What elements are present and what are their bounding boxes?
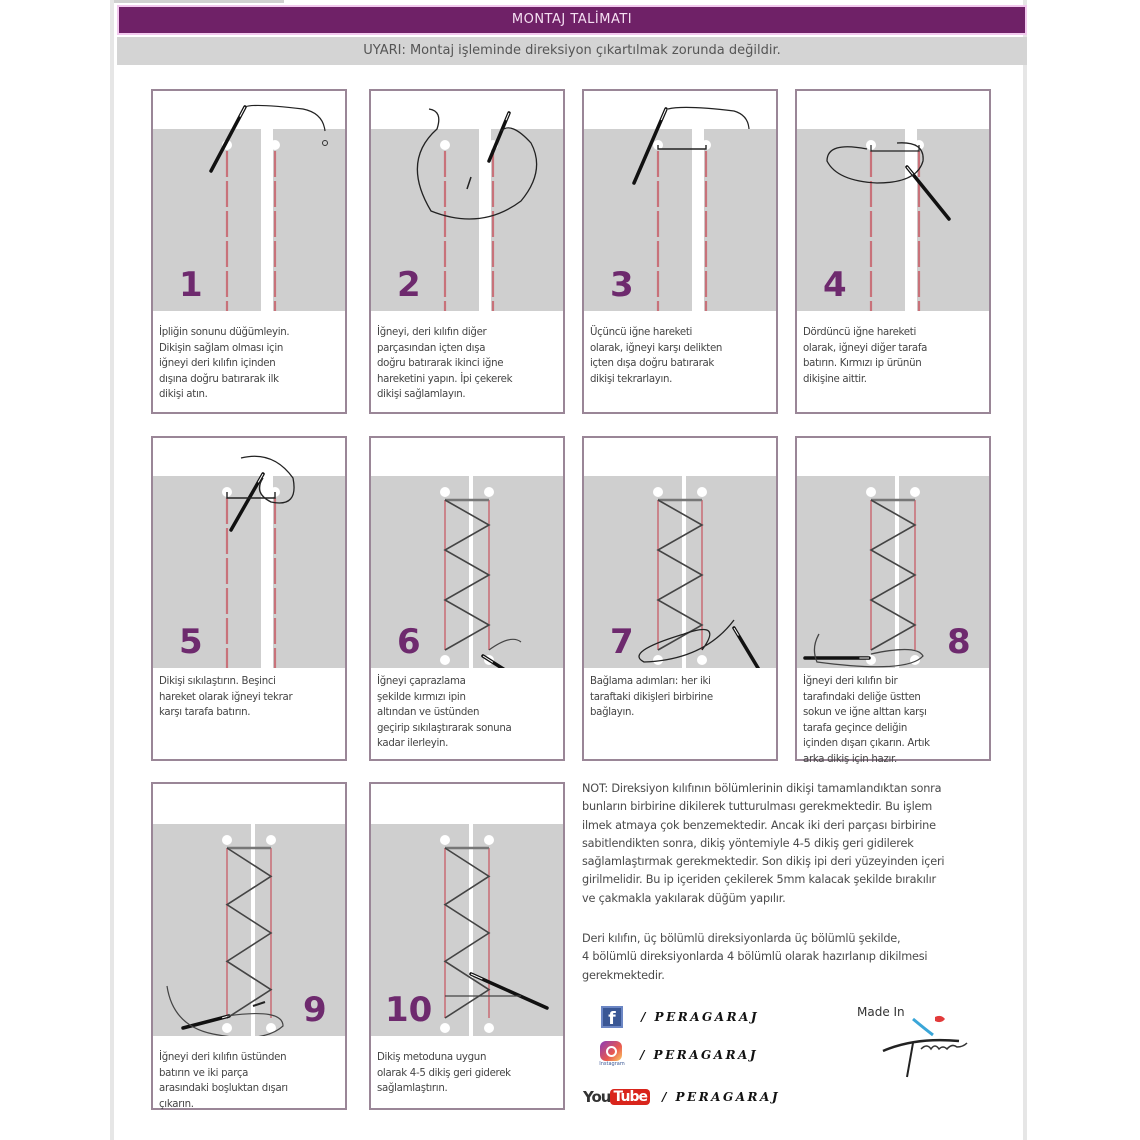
caption-line: Dördüncü iğne hareketi xyxy=(803,327,916,338)
caption-line: taraftaki dikişleri birbirine xyxy=(590,691,713,703)
stitch-hole xyxy=(266,835,276,845)
step-card-8 xyxy=(795,436,991,765)
caption-line: içinden dışarı çıkarın. Artık xyxy=(803,738,930,749)
caption-line: arasındaki boşluktan dışarı xyxy=(159,1083,288,1094)
caption-line: doğru batırarak ikinci iğne xyxy=(377,358,504,369)
stitch-hole xyxy=(440,140,450,150)
note-line: bunların birbirine dikilerek tutturulması gerekmektedir. Bu işlem xyxy=(582,800,933,814)
step-number: 4 xyxy=(823,265,847,305)
caption-line: altından ve üstünden xyxy=(377,707,480,718)
caption-line: hareketini yapın. İpi çekerek xyxy=(377,373,513,385)
step-number: 8 xyxy=(947,622,971,662)
caption-line: sokun ve iğne alttan karşı xyxy=(803,707,927,718)
stitch-hole xyxy=(484,835,494,845)
step-caption xyxy=(590,674,713,721)
leather-panel-right xyxy=(899,476,989,668)
leather-panel-left xyxy=(371,129,479,311)
note-line: Deri kılıfın, üç bölümlü direksiyonlarda üç bölümlü şekilde, xyxy=(582,932,901,945)
stitch-hole xyxy=(270,140,280,150)
step-number: 10 xyxy=(385,990,433,1030)
step-card-7 xyxy=(582,436,778,761)
thread xyxy=(245,105,325,131)
caption-line: İpliğin sonunu düğümleyin. xyxy=(159,327,290,338)
caption-line: dikişine aittir. xyxy=(803,373,867,385)
stitch-hole xyxy=(653,487,663,497)
caption-line: batırın. Kırmızı ip ürünün xyxy=(803,358,922,369)
made-in-label: Made In xyxy=(857,1005,905,1019)
instagram-handle[interactable]: / PERAGARAJ xyxy=(640,1048,759,1062)
leather-panel-right xyxy=(273,129,345,311)
note-line: NOT: Direksiyon kılıfının bölümlerinin dikişi tamamlandıktan sonra xyxy=(582,782,942,795)
leather-panel-right xyxy=(255,824,345,1036)
warning-banner: UYARI: Montaj işleminde direksiyon çıkartılmak zorunda değildir. xyxy=(117,37,1027,65)
note-line: sağlamlaştırmak gerekmektedir. Son dikiş ipi deri yüzeyinden içeri xyxy=(582,855,945,869)
stitch-hole xyxy=(440,487,450,497)
step-number: 5 xyxy=(179,622,203,662)
caption-line: İğneyi deri kılıfın üstünden xyxy=(159,1052,287,1063)
instagram-icon xyxy=(598,1041,624,1069)
caption-line: sağlamlaştırın. xyxy=(377,1083,448,1094)
facebook-icon: f xyxy=(601,1006,623,1028)
step-number: 3 xyxy=(610,265,634,305)
caption-line: İğneyi, deri kılıfın diğer xyxy=(377,327,487,338)
note-line: ve çakmakla yakılarak düğüm yapılır. xyxy=(582,891,786,905)
leather-panel-right xyxy=(686,476,776,668)
caption-line: olarak 4-5 dikiş geri giderek xyxy=(377,1067,511,1079)
facebook-handle[interactable]: / PERAGARAJ xyxy=(641,1010,760,1024)
note-line: ilmek atmaya çok benzemektedir. Ancak iki deri parçası birbirine xyxy=(582,818,936,832)
stitch-hole xyxy=(697,487,707,497)
stitch-hole xyxy=(484,487,494,497)
caption-line: şekilde kırmızı ipin xyxy=(377,691,466,703)
social-facebook[interactable] xyxy=(583,1004,759,1030)
caption-line: Dikişin sağlam olması için xyxy=(159,342,284,354)
step-card-5 xyxy=(151,436,347,761)
step-number: 7 xyxy=(610,622,634,662)
caption-line: parçasından içten dışa xyxy=(377,342,486,354)
caption-line: arka dikiş için hazır. xyxy=(803,753,897,765)
caption-line: Üçüncü iğne hareketi xyxy=(590,327,693,338)
caption-line: Dikişi sıkılaştırın. Beşinci xyxy=(159,676,276,687)
stitch-hole xyxy=(440,1023,450,1033)
stitch-hole xyxy=(222,1023,232,1033)
step-card-3 xyxy=(582,89,778,414)
caption-line: iğneyi deri kılıfın içinden xyxy=(159,358,276,369)
caption-line: kadar ilerleyin. xyxy=(377,738,449,749)
leather-panel-left xyxy=(797,129,905,311)
note-line: 4 bölümlü direksiyonlarda 4 bölümlü olarak hazırlanıp dikilmesi xyxy=(582,950,928,964)
leather-panel-right xyxy=(917,129,989,311)
caption-line: olarak, iğneyi karşı delikten xyxy=(590,342,723,354)
caption-line: dışına doğru batırarak ilk xyxy=(159,373,279,385)
caption-line: tarafındaki deliğe üstten xyxy=(803,691,921,703)
stitch-hole xyxy=(484,1023,494,1033)
made-in-turkey-logo xyxy=(855,1005,995,1085)
caption-line: tarafa geçince deliğin xyxy=(803,722,908,734)
step-caption xyxy=(377,674,511,752)
page-title: MONTAJ TALİMATI xyxy=(117,5,1027,35)
leather-panel-right xyxy=(273,476,345,668)
leather-panel-right xyxy=(473,824,563,1036)
step-card-1 xyxy=(151,89,347,414)
caption-line: Bağlama adımları: her iki xyxy=(590,676,711,687)
caption-line: bağlayın. xyxy=(590,707,635,718)
step-number: 2 xyxy=(397,265,421,305)
social-youtube[interactable] xyxy=(583,1084,780,1110)
step-card-10 xyxy=(369,782,565,1110)
caption-line: dikişi tekrarlayın. xyxy=(590,373,673,385)
leather-panel-left xyxy=(153,129,261,311)
stitch-hole xyxy=(440,655,450,665)
caption-line: İğneyi çaprazlama xyxy=(377,676,466,687)
caption-line: Dikiş metoduna uygun xyxy=(377,1052,487,1063)
caption-line: olarak, iğneyi diğer tarafa xyxy=(803,342,928,354)
note-line: girilmelidir. Bu ip içeriden çekilerek 5mm kalacak şekilde bırakılır xyxy=(582,873,936,887)
caption-line: hareket olarak iğneyi tekrar xyxy=(159,691,293,703)
turkiye-logo-icon xyxy=(855,1005,995,1085)
youtube-you: You xyxy=(583,1088,611,1106)
step-caption xyxy=(377,325,512,403)
step-card-9 xyxy=(151,782,347,1110)
social-instagram[interactable] xyxy=(583,1042,758,1068)
note-line: sabitlendikten sonra, dikiş yöntemiyle 4-5 dikiş geri gidilerek xyxy=(582,836,914,850)
step-caption xyxy=(803,674,930,767)
leather-panel-right xyxy=(704,129,776,311)
youtube-icon xyxy=(583,1088,650,1106)
caption-line: batırın ve iki parça xyxy=(159,1067,249,1079)
note-paragraph-2 xyxy=(582,930,997,985)
thread xyxy=(668,107,749,129)
note-line: gerekmektedir. xyxy=(582,968,665,982)
step-caption xyxy=(159,325,289,403)
leather-panel-right xyxy=(473,476,563,668)
stitch-hole xyxy=(697,655,707,665)
step-card-4 xyxy=(795,89,991,414)
step-number: 6 xyxy=(397,622,421,662)
caption-line: dikişi sağlamlayın. xyxy=(377,389,466,400)
top-divider xyxy=(114,0,284,3)
caption-line: geçirip sıkılaştırarak sonuna xyxy=(377,722,512,734)
stitch-hole xyxy=(440,835,450,845)
step-card-2 xyxy=(369,89,565,414)
leather-panel-left xyxy=(153,824,251,1036)
caption-line: çıkarın. xyxy=(159,1098,194,1110)
note-paragraph-1 xyxy=(582,780,997,908)
step-caption xyxy=(590,325,722,387)
step-caption xyxy=(159,1050,288,1112)
leather-panel-left xyxy=(584,129,692,311)
step-caption xyxy=(159,674,292,721)
caption-line: karşı tarafa batırın. xyxy=(159,707,251,718)
step-number: 1 xyxy=(179,265,203,305)
youtube-tube: Tube xyxy=(610,1089,650,1105)
step-card-6 xyxy=(369,436,565,761)
step-number: 9 xyxy=(303,990,327,1030)
leather-panel-right xyxy=(491,129,563,311)
stitch-hole xyxy=(910,487,920,497)
stitch-hole xyxy=(866,487,876,497)
step-caption xyxy=(377,1050,511,1097)
caption-line: İğneyi deri kılıfın bir xyxy=(803,676,898,687)
instagram-label: Instagram xyxy=(599,1061,625,1067)
step-caption xyxy=(803,325,927,387)
caption-line: içten dışa doğru batırarak xyxy=(590,358,715,369)
stitch-hole xyxy=(222,835,232,845)
caption-line: dikişi atın. xyxy=(159,389,208,400)
youtube-handle[interactable]: / PERAGARAJ xyxy=(661,1090,781,1104)
